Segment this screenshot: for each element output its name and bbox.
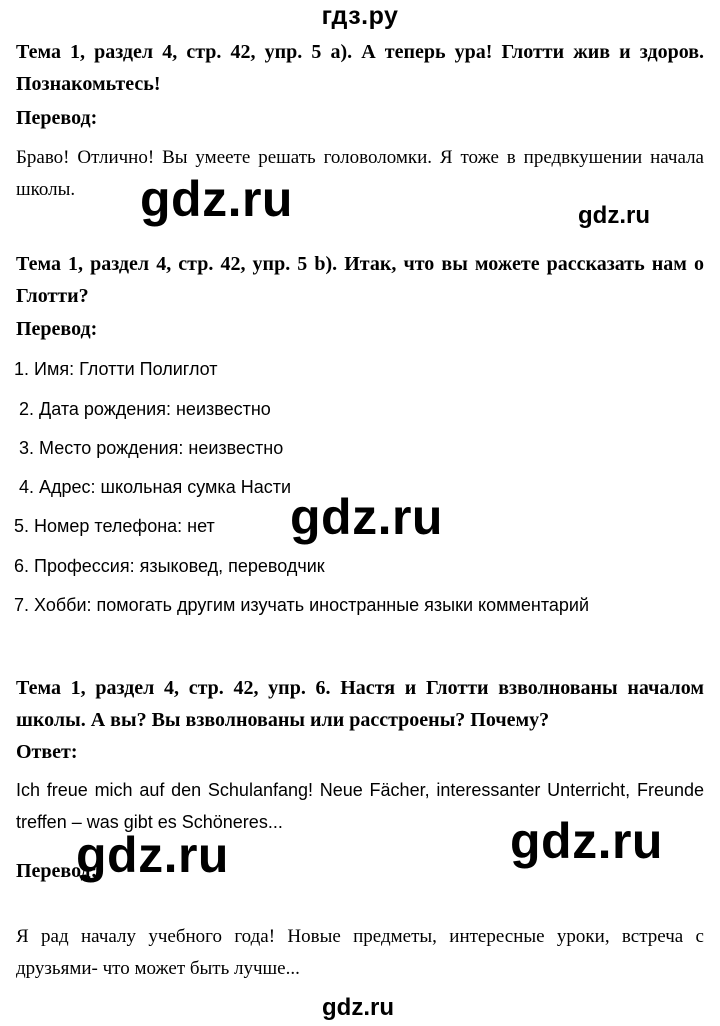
list-item: 1. Имя: Глотти Полиглот xyxy=(14,359,218,379)
watermark: gdz.ru xyxy=(290,489,443,545)
translation-text-3: Я рад началу учебного года! Новые предметы, интересные уроки, встреча с друзьями- что может быть лучше... xyxy=(16,926,704,979)
list-item: 2. Дата рождения: неизвестно xyxy=(19,399,271,419)
answer-label: Ответ: xyxy=(16,741,78,763)
translation-label-3: Перевод: xyxy=(16,860,98,882)
translation-label-2: Перевод: xyxy=(16,318,98,340)
watermark: gdz.ru xyxy=(140,171,293,227)
translation-label-1: Перевод: xyxy=(16,107,98,129)
watermark: gdz.ru xyxy=(578,202,650,229)
exercise-heading-1: Тема 1, раздел 4, стр. 42, упр. 5 a). А теперь ура! Глотти жив и здоров. Познакомьтесь! xyxy=(16,41,704,95)
site-header: гдз.ру xyxy=(321,2,399,30)
watermark: gdz.ru xyxy=(76,827,229,883)
list-item: 4. Адрес: школьная сумка Насти xyxy=(19,477,292,497)
exercise-heading-3: Тема 1, раздел 4, стр. 42, упр. 6. Настя и Глотти взволнованы началом школы. А вы? Вы взволнованы или расстроены? Почему? xyxy=(16,677,704,731)
translation-text-1: Браво! Отлично! Вы умеете решать головоломки. Я тоже в предвкушении начала школы. xyxy=(16,147,704,200)
list-item: 6. Профессия: языковед, переводчик xyxy=(14,556,325,576)
answer-text: Ich freue mich auf den Schulanfang! Neue Fächer, interessanter Unterricht, Freunde treffen – was gibt es Schöneres... xyxy=(16,780,704,832)
watermark: gdz.ru xyxy=(322,994,394,1021)
list-item: 3. Место рождения: неизвестно xyxy=(19,438,284,458)
exercise-heading-2: Тема 1, раздел 4, стр. 42, упр. 5 b). Итак, что вы можете рассказать нам о Глотти? xyxy=(16,253,704,307)
list-item: 7. Хобби: помогать другим изучать иностранные языки комментарий xyxy=(14,595,590,615)
list-item: 5. Номер телефона: нет xyxy=(14,516,215,536)
watermark: gdz.ru xyxy=(510,813,663,869)
